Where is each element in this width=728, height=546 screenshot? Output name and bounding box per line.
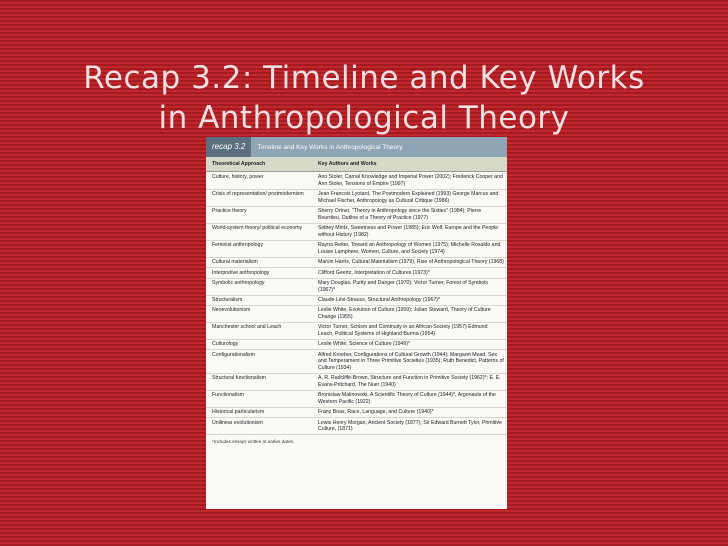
slide-title-line-1: Recap 3.2: Timeline and Key Works (83, 60, 645, 96)
row-works: Clifford Geertz, Interpretation of Cultures (1973)* (318, 269, 430, 276)
row-approach: Interpretive anthropology (212, 269, 270, 276)
row-works: Lewis Henry Morgan, Ancient Society (1877); Sir Edward Burnett Tylor, Primitive Culture, (1871) (318, 419, 502, 433)
table-row (206, 374, 507, 391)
row-works: A. R. Radcliffe-Brown, Structure and Function in Primitive Society (1962)*; E. E. Evans-Pritchard, The Nuer (1940) (318, 375, 501, 388)
row-works: Jean Francois Lyotard, The Postmodern Explained (1993) George Marcus and Michael Fischer, Anthropology as Cultural Critique (1986) (318, 191, 499, 204)
row-approach: Feminist anthropology (212, 242, 264, 249)
table-row (206, 340, 507, 350)
column-headers (206, 157, 507, 172)
table-row (206, 268, 507, 278)
row-approach: Symbolic anthropology (212, 279, 265, 286)
row-works: Leslie White, Evolution of Culture (1959); Julian Steward, Theory of Culture Change (1955) (318, 307, 491, 320)
row-works: Marvin Harris, Cultural Materialism (1979), Rise of Anthropological Theory (1968) (318, 259, 504, 266)
row-approach: Configurationalism (212, 351, 255, 358)
table-row (206, 241, 507, 258)
row-works: Franz Boas, Race, Language, and Culture (1940)* (318, 409, 434, 416)
row-works: Alfred Kroeber, Configurations of Cultural Growth (1944); Margaret Mead, Sex and Temperament in Three Primitive Societies (1935); Ruth Benedict, Patterns of Culture (1934) (318, 351, 504, 371)
table-heading: Timeline and Key Works in Anthropological Theory (257, 143, 403, 151)
row-approach: Manchester school and Leach (212, 324, 282, 331)
row-approach: Crisis of representation/ postmodernism (212, 191, 304, 198)
table-header-bar (206, 137, 507, 157)
row-approach: Culture, history, power (212, 174, 264, 181)
table-row (206, 224, 507, 241)
slide-title (0, 58, 728, 138)
row-approach: Historical particularism (212, 409, 265, 416)
table-row (206, 323, 507, 340)
table-row (206, 408, 507, 418)
row-approach: Practice theory (212, 208, 247, 215)
row-approach: Structural functionalism (212, 375, 266, 382)
table-body (206, 172, 507, 435)
table-row (206, 173, 507, 190)
recap-table-image (206, 137, 507, 509)
table-row (206, 418, 507, 435)
row-approach: World-system theory/ political economy (212, 225, 303, 232)
row-works: Ann Stoler, Carnal Knowledge and Imperial Power (2002); Frederick Cooper and Ann Stoler, Tensions of Empire (1997) (318, 174, 503, 187)
row-works: Sherry Ortner, "Theory in Anthropology since the Sixties" (1984); Pierre Bourdieu, Outline of a Theory of Practice (1977) (318, 208, 482, 221)
row-works: Victor Turner, Schism and Continuity in an African Society (1957) Edmund Leach, Political Systems of Highland Burma (1954) (318, 324, 488, 337)
row-works: Leslie White, Science of Culture (1949)* (318, 341, 410, 348)
row-approach: Cultural materialism (212, 259, 258, 266)
table-row (206, 296, 507, 306)
row-approach: Unilinear evolutionism (212, 419, 263, 426)
table-row (206, 306, 507, 323)
column-header-approach: Theoretical Approach (212, 161, 266, 167)
table-row (206, 207, 507, 224)
row-works: Bronislaw Malinowski, A Scientific Theory of Culture (1944)*, Argonauts of the Western Pacific (1922) (318, 392, 496, 405)
row-works: Claude Lévi-Strauss, Structural Anthropology (1967)* (318, 296, 440, 303)
table-row (206, 350, 507, 374)
table-row (206, 279, 507, 296)
recap-badge: recap 3.2 (206, 137, 251, 157)
slide-title-line-2: in Anthropological Theory (158, 100, 570, 136)
row-approach: Functionalism (212, 392, 245, 399)
row-works: Mary Douglas, Purity and Danger (1970); Victor Turner, Forest of Symbols (1967)* (318, 279, 489, 293)
table-row (206, 391, 507, 408)
column-header-works: Key Authors and Works (318, 161, 377, 167)
table-row (206, 190, 507, 207)
table-row (206, 258, 507, 268)
table-footnote: *Includes essays written at earlier dates. (212, 439, 295, 445)
row-works: Rayna Reiter, Toward an Anthropology of Women (1975); Michelle Rosaldo and Louise Lamphere, Women, Culture, and Society (1974) (318, 242, 501, 255)
row-approach: Structuralism (212, 296, 243, 303)
row-approach: Neoevolutionism (212, 307, 251, 314)
row-approach: Culturology (212, 341, 239, 348)
row-works: Sidney Mintz, Sweetness and Power (1985); Eric Wolf, Europe and the People without History (1982) (318, 225, 499, 238)
